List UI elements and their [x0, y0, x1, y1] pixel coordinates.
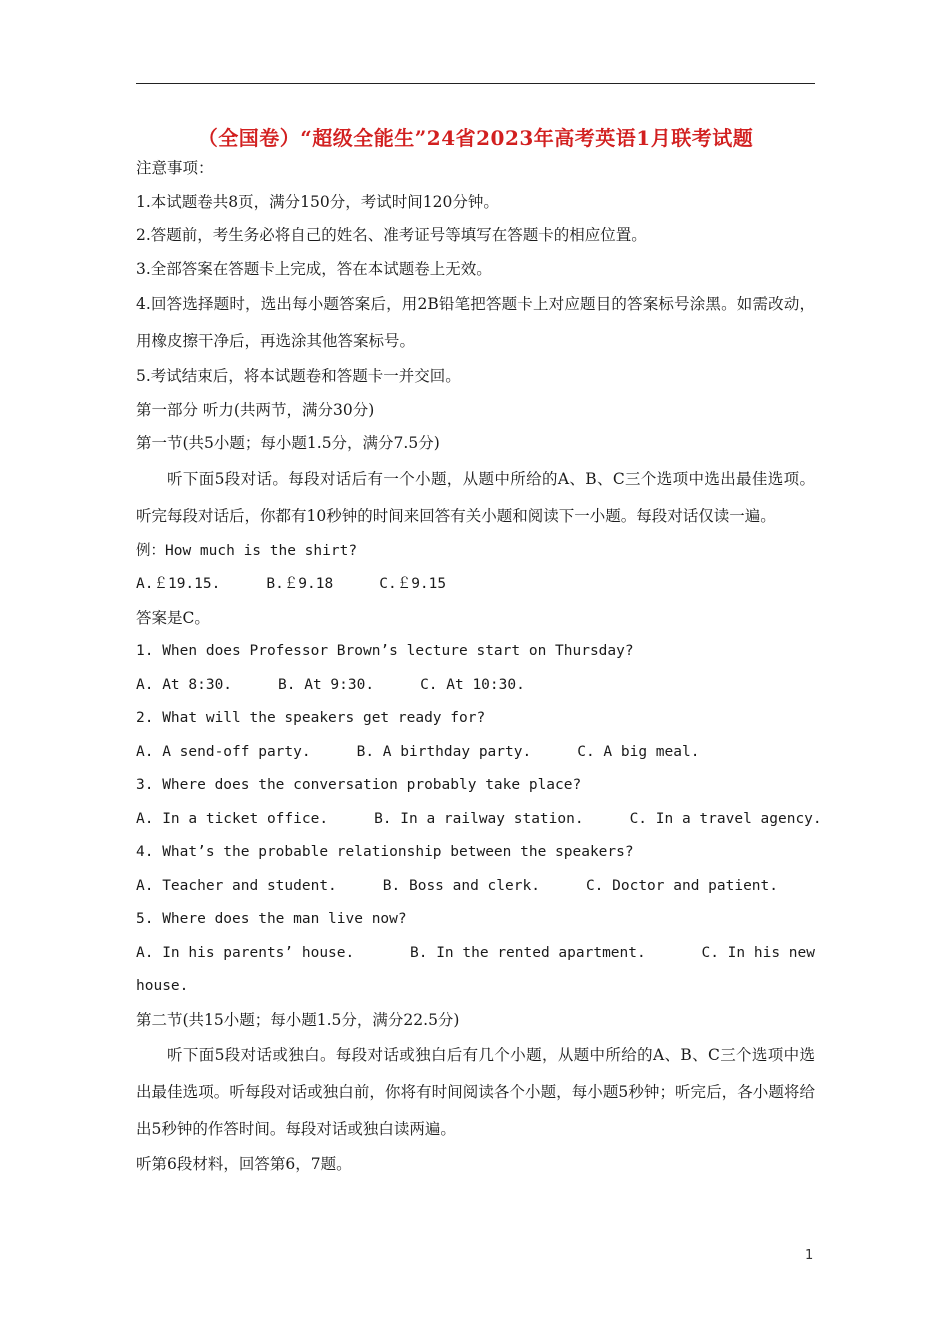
question-5: 5. Where does the man live now?: [136, 911, 407, 927]
notice-item: 3.全部答案在答题卡上完成，答在本试题卷上无效。: [136, 259, 492, 278]
notice-item: 1.本试题卷共8页，满分150分，考试时间120分钟。: [136, 192, 499, 211]
section1-instructions: 听下面5段对话。每段对话后有一个小题，从题中所给的A、B、C三个选项中选出最佳选项。听完每段对话后，你都有10秒钟的时间来回答有关小题和阅读下一小题。每段对话仅读一遍。: [136, 469, 815, 525]
page-number: 1: [805, 1248, 814, 1263]
option-b: B.￡9.18: [266, 576, 334, 592]
option-a: A.￡19.15.: [136, 576, 221, 592]
option-a: A. In a ticket office.: [136, 810, 329, 827]
option-b: B. At 9:30.: [278, 676, 375, 693]
option-c: C. Doctor and patient.: [585, 877, 778, 894]
question-2: 2. What will the speakers get ready for?: [136, 710, 486, 726]
notice-item: 2.答题前，考生务必将自己的姓名、准考证号等填写在答题卡的相应位置。: [136, 226, 647, 244]
question-1: 1. When does Professor Brown’s lecture start on Thursday?: [136, 643, 634, 659]
example-options: [136, 568, 815, 602]
example-answer: 答案是C。: [136, 608, 210, 627]
option-c: C.￡9.15: [379, 576, 447, 592]
exam-content: [136, 152, 822, 1182]
option-c: C. In his new: [701, 944, 815, 961]
option-b: B. In a railway station.: [374, 810, 584, 827]
option-b: B. Boss and clerk.: [382, 877, 540, 894]
question-3: 3. Where does the conversation probably take place?: [136, 777, 582, 793]
question-2-options: [136, 736, 815, 770]
option-c: C. In a travel agency.: [629, 810, 822, 827]
option-c: C. At 10:30.: [420, 676, 525, 693]
question-5-options: [136, 937, 815, 971]
option-a: A. At 8:30.: [136, 676, 233, 693]
option-b: B. In the rented apartment.: [410, 944, 646, 961]
notice-item: 5.考试结束后，将本试题卷和答题卡一并交回。: [136, 367, 461, 385]
option-a: A. In his parents’ house.: [136, 944, 355, 961]
header-rule: [136, 83, 815, 84]
question-3-options: [136, 803, 822, 837]
question-4-options: [136, 870, 815, 904]
section2-instructions: 听下面5段对话或独白。每段对话或独白后有几个小题，从题中所给的A、B、C三个选项中选出最佳选项。听每段对话或独白前，你将有时间阅读各个小题，每小题5秒钟；听完后，各小题将给出5秒钟的作答时间。每段对话或独白读两遍。: [136, 1046, 815, 1138]
material-note: 听第6段材料，回答第6，7题。: [136, 1155, 352, 1173]
section1-heading: 第一节(共5小题；每小题1.5分，满分7.5分): [136, 434, 440, 452]
notice-item: 4.回答选择题时，选出每小题答案后，用2B铅笔把答题卡上对应题目的答案标号涂黑。如需改动，用橡皮擦干净后，再选涂其他答案标号。: [136, 295, 815, 350]
exam-title: （全国卷）“超级全能生”24省2023年高考英语1月联考试题: [197, 126, 754, 150]
part1-heading: 第一部分 听力(共两节，满分30分): [136, 400, 375, 419]
question-5-option-overflow: house.: [136, 978, 189, 994]
example-question: 例：How much is the shirt?: [136, 542, 358, 559]
question-4: 4. What’s the probable relationship between the speakers?: [136, 844, 634, 860]
option-a: A. Teacher and student.: [136, 877, 337, 894]
section2-heading: 第二节(共15小题；每小题1.5分，满分22.5分): [136, 1010, 460, 1029]
option-a: A. A send-off party.: [136, 743, 311, 760]
notice-heading: 注意事项：: [136, 159, 214, 177]
option-b: B. A birthday party.: [356, 743, 532, 760]
question-1-options: [136, 669, 815, 703]
option-c: C. A big meal.: [577, 743, 700, 760]
